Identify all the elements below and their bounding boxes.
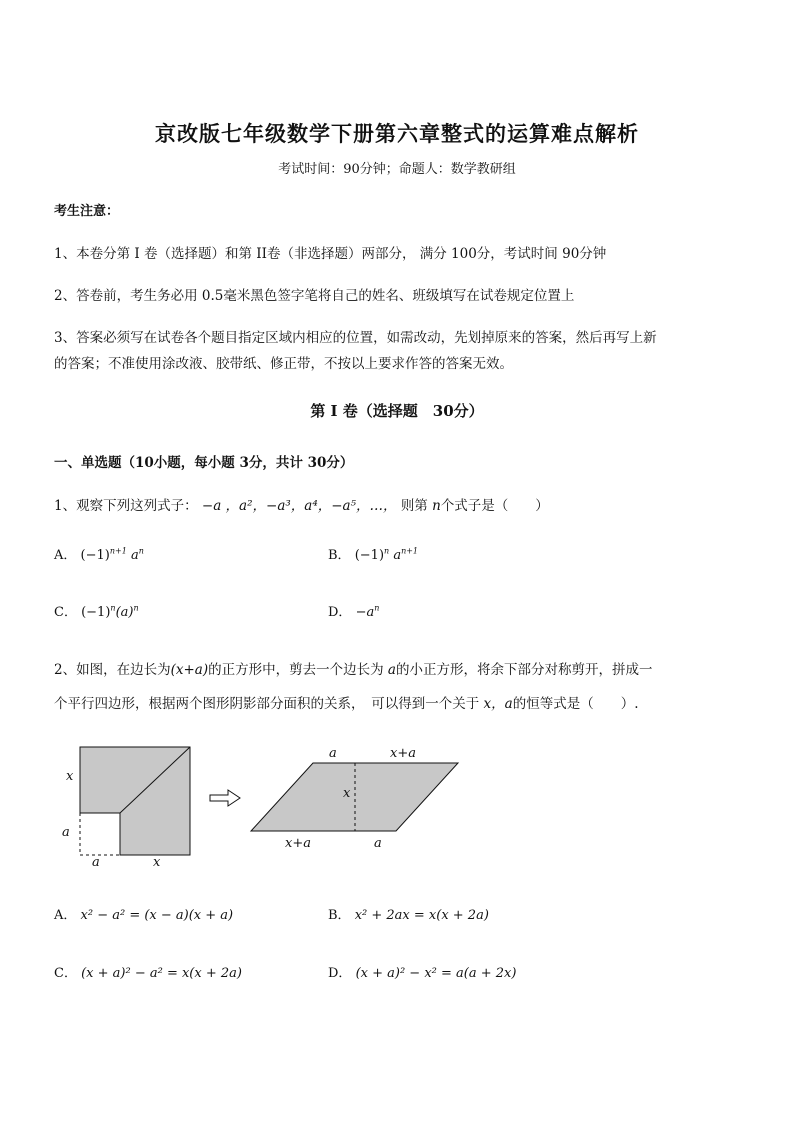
option-var: a [130, 548, 139, 563]
q2-option-d[interactable] [328, 962, 516, 981]
label-a-left: a [62, 825, 70, 840]
q1-n: n [432, 498, 441, 514]
q2-text: 个平行四边形，根据两个图形阴影部分面积的关系， 可以得到一个关于 [54, 696, 480, 712]
label-a-bottom: a [92, 855, 100, 870]
q1-option-a[interactable] [54, 544, 144, 563]
option-exp: n+1 [401, 546, 419, 556]
label-bottom-xa: x+a [285, 836, 311, 851]
page-title: 京改版七年级数学下册第六章整式的运算难点解析 [155, 121, 639, 146]
question-2-line-1 [54, 658, 652, 678]
label-x-bottom: x [153, 855, 161, 870]
option-exp: n [110, 603, 116, 613]
q2-vars: x，a [483, 696, 513, 712]
q2-option-a[interactable] [54, 904, 233, 923]
q1-middle: 则第 [400, 498, 428, 514]
q2-expr: (x+a) [170, 662, 209, 678]
option-expr: −a [355, 605, 375, 620]
q2-option-b[interactable] [328, 904, 489, 923]
option-expr: x² − a² = (x − a)(x + a) [80, 908, 234, 923]
q1-option-d[interactable] [328, 601, 379, 620]
q2-text: 2、如图，在边长为 [54, 662, 171, 678]
option-base: (−1) [80, 548, 110, 563]
label-top-xa: x+a [390, 746, 416, 761]
option-label: B． [328, 908, 351, 923]
notice-item-2: 2、答卷前，考生务必用 0.5毫米黑色签字笔将自己的姓名、班级填写在试卷规定位置上 [54, 288, 575, 304]
option-label: D． [328, 605, 352, 620]
option-var: a [393, 548, 402, 563]
q2-figure [50, 735, 470, 870]
q1-suffix: 个式子是（ ） [440, 498, 549, 514]
label-x-left: x [66, 769, 74, 784]
notice-heading: 考生注意： [54, 204, 120, 219]
q1-sequence: −a ，a²，−a³，a⁴，−a⁵，…， [201, 498, 397, 514]
arrow-icon [210, 790, 240, 806]
q1-option-c[interactable] [54, 601, 139, 620]
option-exp: n [384, 546, 390, 556]
option-expr: (x + a)² − a² = x(x + 2a) [81, 966, 242, 981]
option-exp: n+1 [109, 546, 127, 556]
q2-text: 的正方形中，剪去一个边长为 [208, 662, 384, 678]
q2-text: 的恒等式是（ ）. [512, 696, 639, 712]
q2-option-c[interactable] [54, 962, 242, 981]
option-base: (−1) [81, 605, 111, 620]
section-title: 第 I 卷（选择题 30分） [310, 402, 484, 420]
part-title: 一、单选题（10小题，每小题 3分，共计 30分） [54, 455, 354, 471]
option-label: D． [328, 966, 352, 981]
label-bottom-a: a [374, 836, 382, 851]
option-base: (−1) [354, 548, 385, 563]
q2-var: a [387, 662, 396, 678]
option-exp: n [374, 603, 380, 613]
parallelogram [251, 763, 458, 831]
notice-item-3-cont: 的答案；不准使用涂改液、胶带纸、修正带，不按以上要求作答的答案无效。 [54, 356, 513, 372]
notice-item-1: 1、本卷分第 I 卷（选择题）和第 II卷（非选择题）两部分， 满分 100分，考试时间 90分钟 [54, 246, 607, 262]
label-top-a: a [329, 746, 337, 761]
label-mid-x: x [343, 786, 351, 801]
option-expr: x² + 2ax = x(x + 2a) [354, 908, 489, 923]
removed-square-outline [80, 813, 120, 855]
q1-option-b[interactable] [328, 544, 418, 563]
option-label: B． [328, 548, 351, 563]
option-label: A． [54, 548, 77, 563]
option-expr: (x + a)² − x² = a(a + 2x) [355, 966, 517, 981]
q2-text: 的小正方形，将余下部分对称剪开，拼成一 [395, 662, 653, 678]
exam-info: 考试时间：90分钟；命题人：数学教研组 [278, 162, 516, 177]
question-1 [54, 494, 549, 514]
option-exp: n [133, 603, 139, 613]
option-label: A． [54, 908, 77, 923]
option-var: (a) [115, 605, 134, 620]
q1-prefix: 1、观察下列这列式子： [54, 498, 198, 514]
question-2-line-2 [54, 692, 639, 712]
option-exp: n [138, 546, 144, 556]
notice-item-3: 3、答案必须写在试卷各个题目指定区域内相应的位置，如需改动，先划掉原来的答案，然后再写上新 [54, 330, 657, 346]
option-label: C． [54, 966, 77, 981]
option-label: C． [54, 605, 77, 620]
